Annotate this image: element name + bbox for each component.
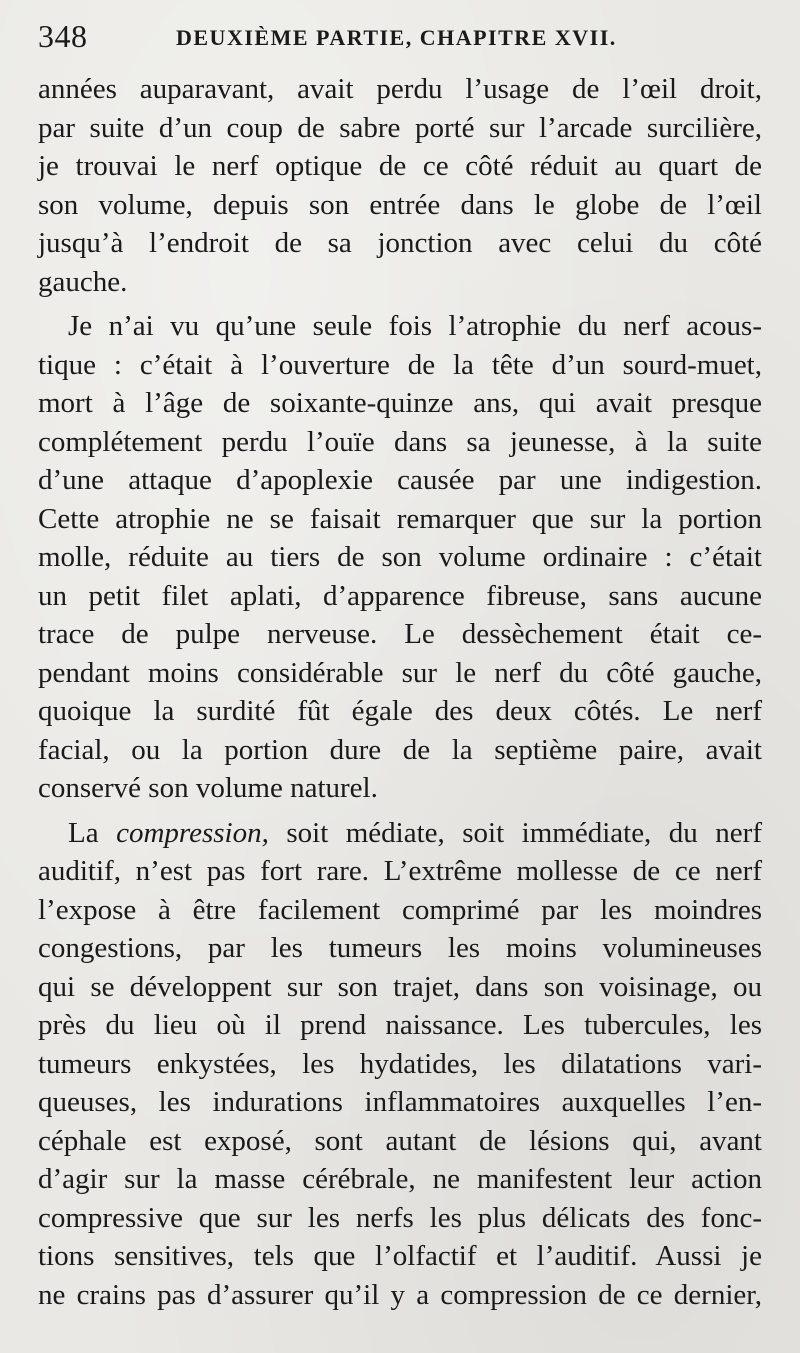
text-line: pendant moins considérable sur le nerf du côté gauche,: [38, 656, 762, 689]
text-line: qui se développent sur son trajet, dans son voisinage, ou: [38, 970, 762, 1003]
text-line: Je n’ai vu qu’une seule fois l’atrophie du nerf acous-: [68, 310, 762, 342]
text-line: [38, 814, 762, 853]
text-line: auditif, n’est pas fort rare. L’extrême mollesse de ce nerf: [38, 855, 762, 887]
paragraph-2: [38, 307, 762, 808]
italic-term: compression,: [116, 816, 269, 849]
text-line: l’expose à être facilement comprimé par les moindres: [38, 893, 762, 926]
paragraph-3: [38, 814, 762, 1315]
text-line: compressive que sur les nerfs les plus délicats des fonc-: [38, 1201, 762, 1234]
text-line: quoique la surdité fût égale des deux côtés. Le nerf: [38, 695, 762, 727]
text-line: près du lieu où il prend naissance. Les tubercules, les: [38, 1009, 762, 1041]
text-line: tions sensitives, tels que l’olfactif et l’auditif. Aussi je: [38, 1240, 762, 1272]
paragraph-1: [38, 70, 762, 301]
text-line: ne crains pas d’assurer qu’il y a compression de ce dernier,: [38, 1278, 762, 1311]
text-line: trace de pulpe nerveuse. Le dessèchement était ce-: [38, 618, 762, 650]
text-run: soit médiate, soit immédiate, du nerf: [268, 816, 762, 849]
text-line: mort à l’âge de soixante-quinze ans, qui avait presque: [38, 387, 762, 419]
text-line: tumeurs enkystées, les hydatides, les dilatations vari-: [38, 1047, 762, 1080]
text-line: années auparavant, avait perdu l’usage de l’œil droit,: [38, 73, 762, 105]
page-number: 348: [38, 18, 88, 54]
text-line: un petit filet aplati, d’apparence fibreuse, sans aucune: [38, 579, 762, 612]
text-line: je trouvai le nerf optique de ce côté réduit au quart de: [38, 150, 762, 182]
body-text: [38, 70, 762, 1314]
text-line: queuses, les indurations inflammatoires auxquelles l’en-: [38, 1086, 762, 1118]
text-line: Cette atrophie ne se faisait remarquer que sur la portion: [38, 502, 762, 535]
text-line: conservé son volume naturel.: [38, 772, 378, 804]
text-line: par suite d’un coup de sabre porté sur l’arcade surcilière,: [38, 111, 762, 144]
text-line: congestions, par les tumeurs les moins volumineuses: [38, 932, 762, 964]
text-line: son volume, depuis son entrée dans le globe de l’œil: [38, 188, 762, 221]
text-line: tique : c’était à l’ouverture de la tête d’un sourd-muet,: [38, 348, 762, 381]
text-line: complétement perdu l’ouïe dans sa jeunesse, à la suite: [38, 425, 762, 458]
running-head: DEUXIÈME PARTIE, CHAPITRE XVII.: [176, 25, 617, 50]
text-line: jusqu’à l’endroit de sa jonction avec celui du côté: [38, 227, 762, 259]
page-header: [38, 14, 762, 58]
text-run: La: [68, 816, 117, 849]
text-line: gauche.: [38, 265, 128, 298]
text-line: facial, ou la portion dure de la septième paire, avait: [38, 733, 762, 766]
text-line: molle, réduite au tiers de son volume ordinaire : c’était: [38, 541, 762, 573]
text-line: d’agir sur la masse cérébrale, ne manifestent leur action: [38, 1163, 762, 1195]
text-line: céphale est exposé, sont autant de lésions qui, avant: [38, 1124, 762, 1157]
text-line: d’une attaque d’apoplexie causée par une indigestion.: [38, 464, 762, 496]
